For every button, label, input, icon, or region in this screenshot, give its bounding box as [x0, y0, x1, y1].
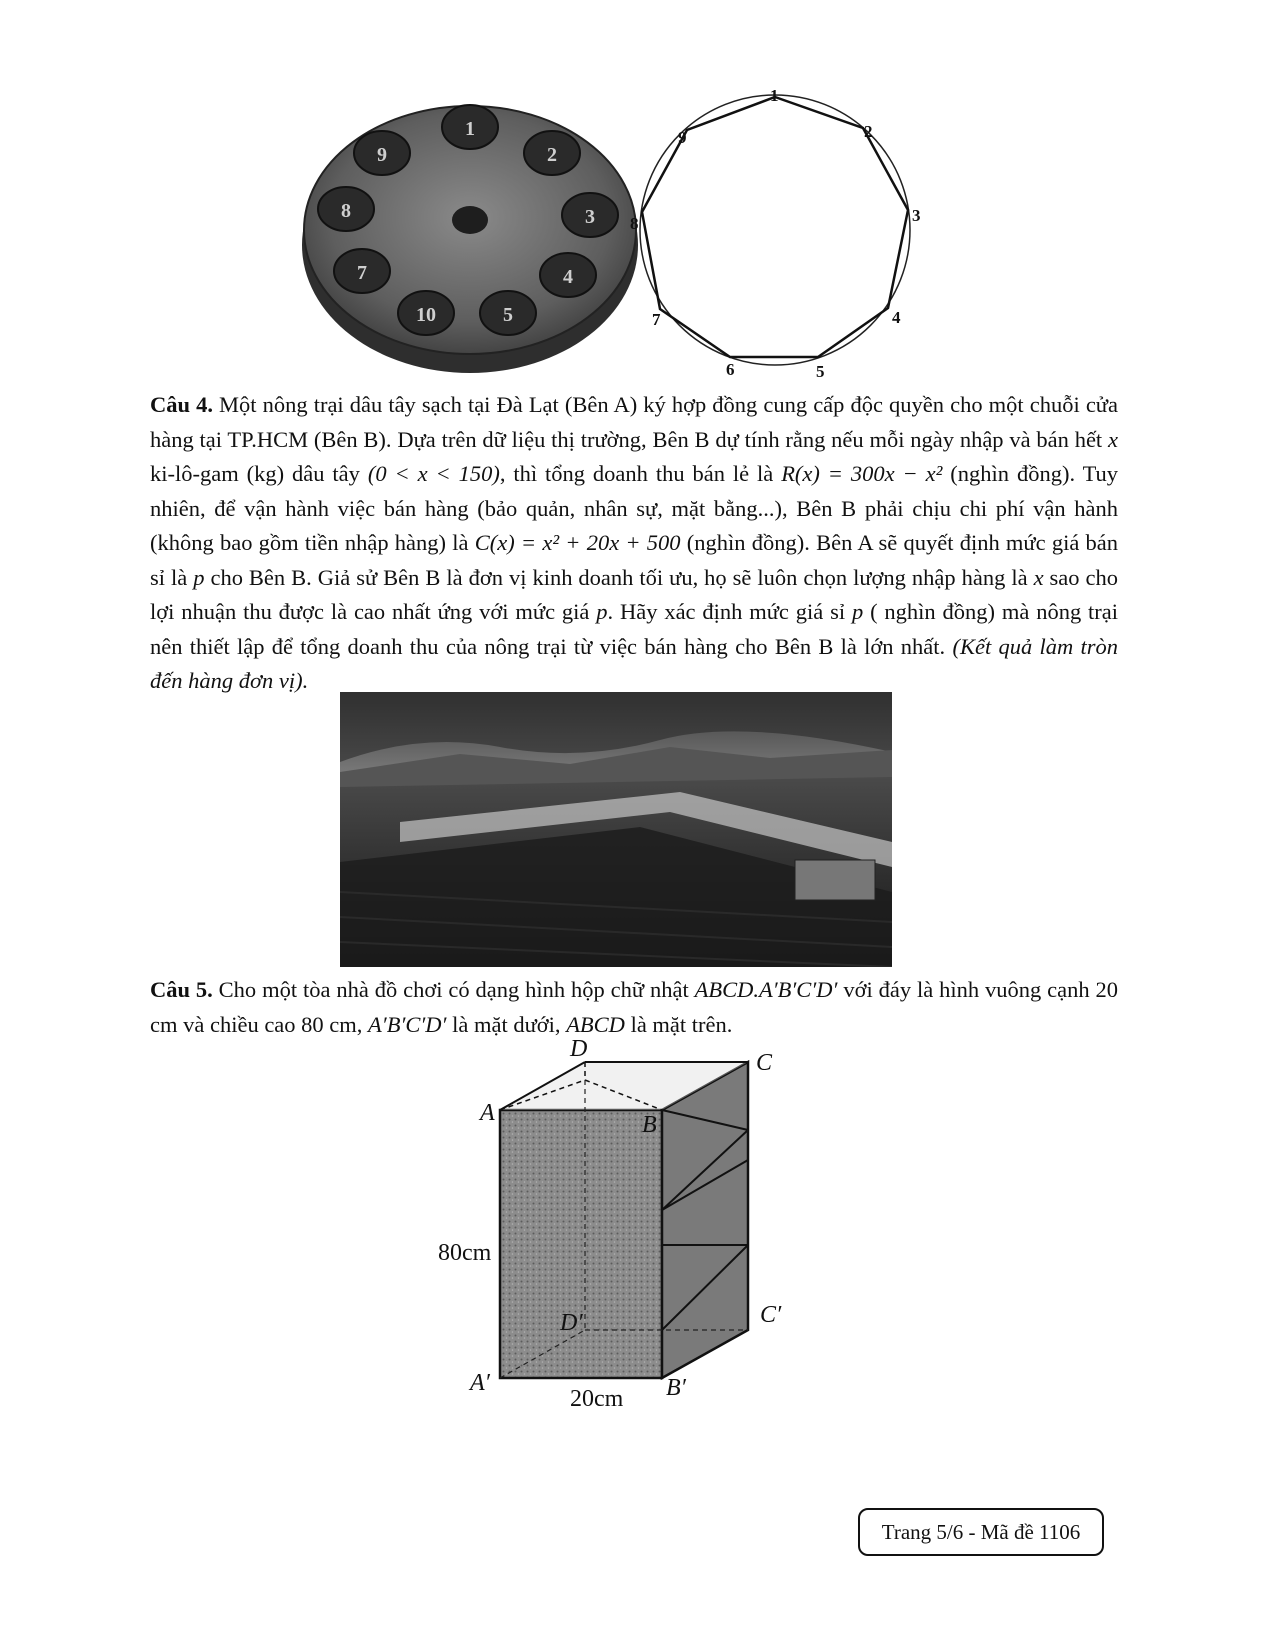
question-4-label: Câu 4.: [150, 392, 213, 417]
width-label: 20cm: [570, 1386, 624, 1412]
vertex-label-d1: D′: [560, 1310, 583, 1336]
nonagon-diagram: [620, 85, 940, 385]
cost-formula: C(x) = x² + 20x + 500: [474, 530, 681, 555]
disk-hole-label: 1: [465, 118, 475, 140]
nonagon-vertex-label: 7: [652, 310, 661, 329]
box-figure: [430, 1040, 810, 1415]
vertex-label-a1: A′: [470, 1370, 490, 1396]
disk-hole-label: 4: [563, 266, 573, 288]
nonagon-vertex-label: 4: [892, 308, 901, 327]
vertex-label-d: D: [570, 1040, 588, 1062]
nonagon-vertex-label: 5: [816, 362, 825, 381]
nonagon-vertex-label: 8: [630, 214, 639, 233]
nonagon-vertex-label: 1: [770, 86, 779, 105]
farm-landscape-photo: [340, 692, 892, 967]
vertex-label-a: A: [480, 1100, 495, 1126]
revenue-formula: R(x) = 300x − x²: [781, 461, 943, 486]
vertex-label-b1: B′: [666, 1375, 686, 1401]
rounding-note: (Kết quả làm tròn đến hàng đơn vị).: [150, 633, 1119, 693]
nonagon-vertex-label: 2: [864, 122, 873, 141]
nonagon-vertex-label: 9: [678, 128, 687, 147]
height-label: 80cm: [438, 1240, 492, 1266]
nonagon-vertex-label: 3: [912, 206, 921, 225]
vertex-label-c: C: [756, 1050, 773, 1076]
vertex-label-b: B: [642, 1112, 657, 1138]
nonagon-vertex-label: 6: [726, 360, 735, 379]
question-4-text: Câu 4. Một nông trại dâu tây sạch tại Đà Lạt (Bên A) ký hợp đồng cung cấp độc quyền cho một chuỗi cửa hàng tại TP.HCM (Bên B). Dựa trên dữ liệu thị trường, Bên B dự tính rằng nếu mỗi ngày nhập và bán hết x ki-lô-gam (kg) dâu tây (0 < x < 150), thì tổng doanh thu bán lẻ là R(x) = 300x − x² (nghìn đồng). Tuy nhiên, để vận hành việc bán hàng (bảo quản, nhân sự, mặt bằng...), Bên B phải chịu chi phí vận hành (không bao gồm tiền nhập hàng) là C(x) = x² + 20x + 500 (nghìn đồng). Bên A sẽ quyết định mức giá bán sỉ là p cho Bên B. Giả sử Bên B là đơn vị kinh doanh tối ưu, họ sẽ luôn chọn lượng nhập hàng là x sao cho lợi nhuận thu được là cao nhất ứng với mức giá p. Hãy xác định mức giá sỉ p ( nghìn đồng) mà nông trại nên thiết lập để tổng doanh thu của nông trại từ việc bán hàng cho Bên B là lớn nhất. (Kết quả làm tròn đến hàng đơn vị).: [150, 392, 1119, 693]
question-5-label: Câu 5.: [150, 977, 213, 1002]
disk-hole-label: 3: [585, 206, 595, 228]
disk-hole-label: 2: [547, 144, 557, 166]
disk-photo: [290, 85, 650, 380]
disk-hole-label: 10: [416, 304, 436, 326]
question-5-text: Câu 5. Cho một tòa nhà đồ chơi có dạng hình hộp chữ nhật ABCD.A′B′C′D′ với đáy là hình vuông cạnh 20 cm và chiều cao 80 cm, A′B′C′D′ là mặt dưới, ABCD là mặt trên.: [150, 977, 1118, 1037]
page-footer: [858, 1508, 1104, 1556]
disk-hole-label: 7: [357, 262, 367, 284]
footer-text: Trang 5/6 - Mã đề 1106: [881, 1519, 1081, 1544]
disk-hole-label: 8: [341, 200, 351, 222]
vertex-label-c1: C′: [760, 1302, 782, 1328]
disk-hole-label: 9: [377, 144, 387, 166]
disk-hole-label: 5: [503, 304, 513, 326]
